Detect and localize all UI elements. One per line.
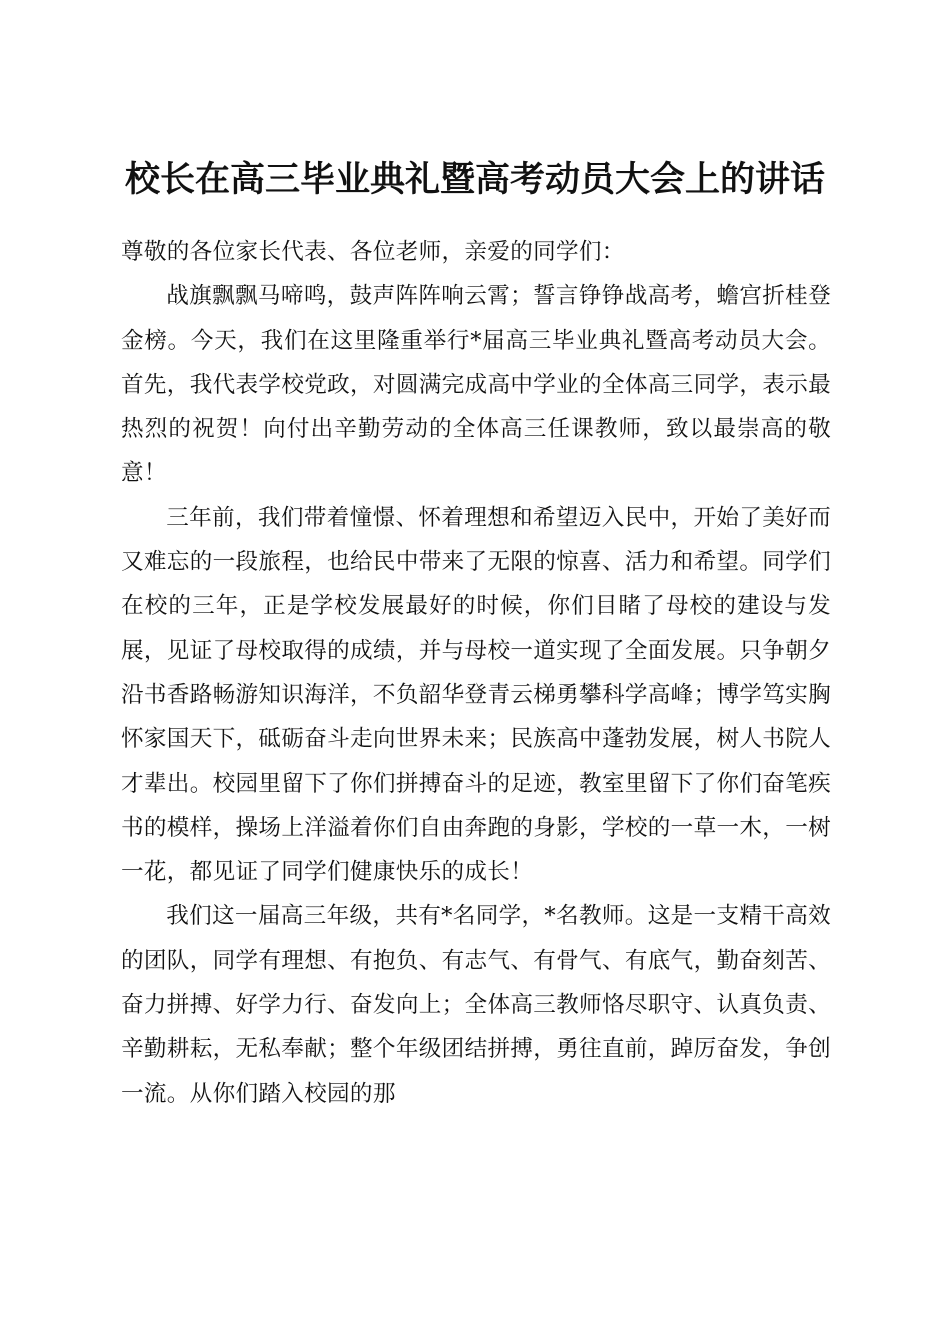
paragraph-1: 战旗飘飘马啼鸣，鼓声阵阵响云霄；誓言铮铮战高考，蟾宫折桂登金榜。今天，我们在这里隆重举行*届高三毕业典礼暨高考动员大会。首先，我代表学校党政，对圆满完成高中学业的全体高三同学，表示最热烈的祝贺！向付出辛勤劳动的全体高三任课教师，致以最崇高的敬意！	[121, 283, 831, 487]
document-body	[121, 230, 831, 1116]
paragraph-3: 我们这一届高三年级，共有*名同学，*名教师。这是一支精干高效的团队，同学有理想、有抱负、有志气、有骨气、有底气，勤奋刻苦、奋力拼搏、好学力行、奋发向上；全体高三教师恪尽职守、认真负责、辛勤耕耘，无私奉献；整个年级团结拼搏，勇往直前，踔厉奋发，争创一流。从你们踏入校园的那	[121, 903, 831, 1107]
document-title: 校长在高三毕业典礼暨高考动员大会上的讲话	[124, 159, 825, 201]
paragraph-2: 三年前，我们带着憧憬、怀着理想和希望迈入民中，开始了美好而又难忘的一段旅程，也给民中带来了无限的惊喜、活力和希望。同学们在校的三年，正是学校发展最好的时候，你们目睹了母校的建设与发展，见证了母校取得的成绩，并与母校一道实现了全面发展。只争朝夕沿书香路畅游知识海洋，不负韶华登青云梯勇攀科学高峰；博学笃实胸怀家国天下，砥砺奋斗走向世界未来；民族高中蓬勃发展，树人书院人才辈出。校园里留下了你们拼搏奋斗的足迹，教室里留下了你们奋笔疾书的模样，操场上洋溢着你们自由奔跑的身影，学校的一草一木，一树一花，都见证了同学们健康快乐的成长！	[121, 504, 831, 886]
salutation: 尊敬的各位家长代表、各位老师，亲爱的同学们：	[121, 239, 625, 265]
